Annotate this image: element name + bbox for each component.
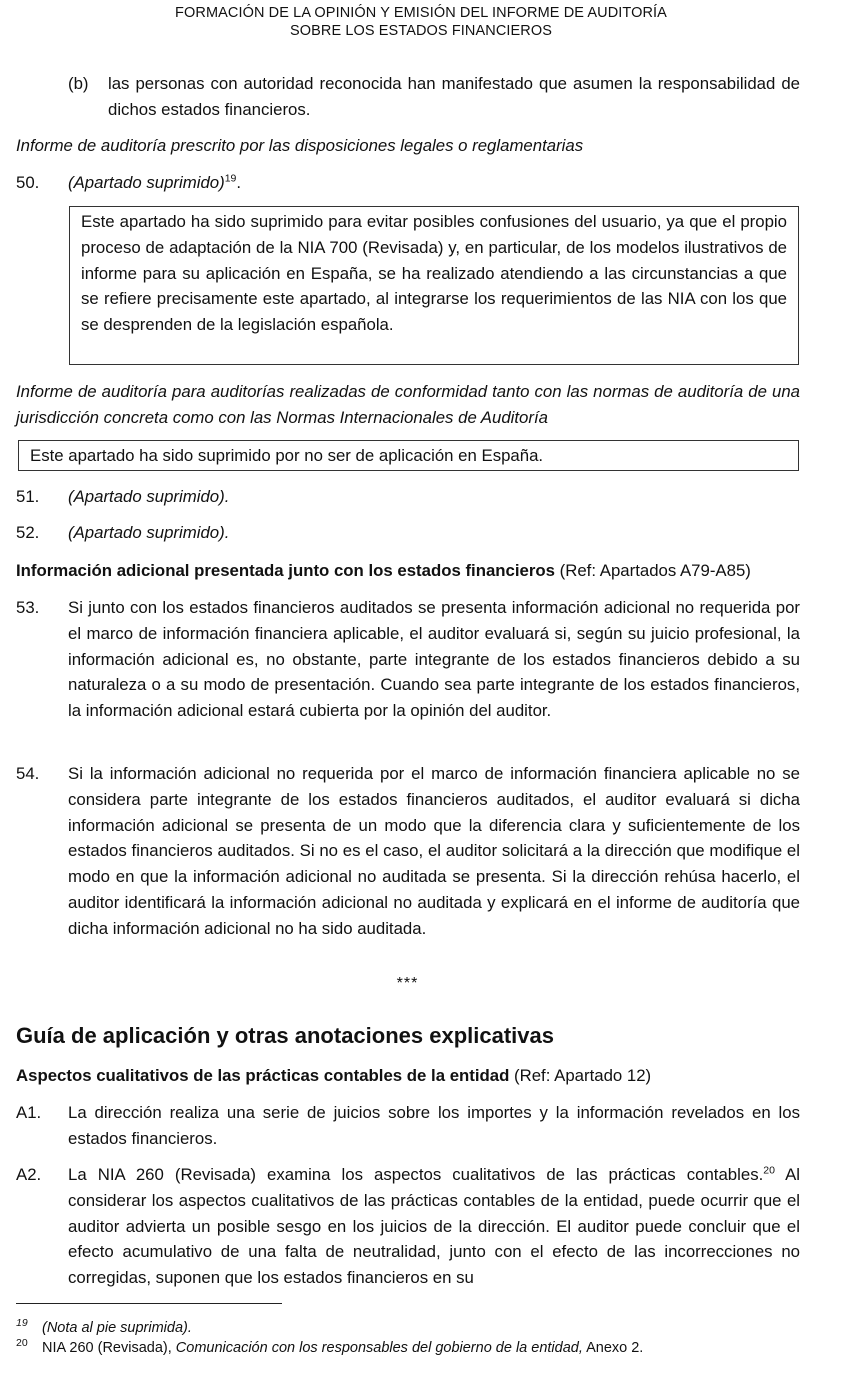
paragraph-53-number: 53.: [16, 598, 40, 617]
paragraph-a2-text-before: La NIA 260 (Revisada) examina los aspectos cualitativos de las prácticas contables.: [68, 1165, 764, 1184]
item-b-label: (b): [68, 74, 89, 93]
footnote-20-title: Comunicación con los responsables del gobierno de la entidad,: [175, 1340, 583, 1356]
paragraph-50-text: (Apartado suprimido): [68, 173, 225, 192]
header-line-1: FORMACIÓN DE LA OPINIÓN Y EMISIÓN DEL INFORME DE AUDITORÍA: [175, 5, 667, 21]
paragraph-50: [68, 170, 668, 196]
footnote-20-text-after: Anexo 2.: [582, 1340, 644, 1356]
paragraph-54-text: Si la información adicional no requerida por el marco de información financiera aplicable no se considera parte integrante de los estados financieros auditados, el auditor evaluará si dicha información adicional se presenta de un modo que la diferencia clara y suficientemente de los estados financieros auditados. Si no es el caso, el auditor solicitará a la dirección que modifique el modo en que la información adicional no auditada se presenta. Si la dirección rehúsa hacerlo, el auditor identificará la información adicional no auditada y explicará en el informe de auditoría que dicha información adicional no ha sido auditada.: [68, 764, 800, 938]
heading-aspectos-ref[interactable]: (Ref: Apartado 12): [509, 1066, 652, 1085]
footnote-divider: [16, 1303, 282, 1304]
paragraph-53-text: Si junto con los estados financieros auditados se presenta información adicional no requerida por el marco de información financiera aplicable, el auditor evaluará si, según su juicio profesional, la información adicional es, no obstante, parte integrante de los estados financieros debido a su naturaleza o a su modo de presentación. Cuando sea parte integrante de los estados financieros, la información adicional estará cubierta por la opinión del auditor.: [68, 598, 800, 721]
item-b-text: las personas con autoridad reconocida han manifestado que asumen la responsabilidad de dichos estados financieros.: [108, 74, 800, 119]
footnote-20: 20 NIA 260 (Revisada), Comunicación con los responsables del gobierno de la entidad, Anexo 2.: [16, 1337, 644, 1356]
header-line-2: SOBRE LOS ESTADOS FINANCIEROS: [289, 23, 553, 39]
paragraph-a2-number: A2.: [16, 1165, 42, 1184]
paragraph-a2-text-after: Al considerar los aspectos cualitativos de las prácticas contables de la entidad, puede ocurrir que el auditor advierta un posible sesgo en los juicios de la dirección. El auditor puede concluir que el efecto acumulativo de una falta de neutralidad, junto con el efecto de las incorrecciones no corregidas, suponen que los estados financieros en su: [68, 1165, 800, 1288]
heading-informe-prescrito: Informe de auditoría prescrito por las disposiciones legales o reglamentarias: [16, 136, 584, 155]
not-applicable-box: [18, 440, 799, 471]
footnote-19: 19 (Nota al pie suprimida).: [16, 1317, 192, 1336]
heading-jurisdiccion: Informe de auditoría para auditorías realizadas de conformidad tanto con las normas de auditoría de una jurisdicción concreta como con las Normas Internacionales de Auditoría: [16, 382, 800, 427]
footnote-20-text-before: NIA 260 (Revisada),: [42, 1340, 176, 1356]
paragraph-50-number: 50.: [16, 173, 40, 192]
paragraph-a1-number: A1.: [16, 1103, 42, 1122]
heading-aspectos: [16, 1063, 816, 1089]
heading-info-adicional-ref[interactable]: (Ref: Apartados A79-A85): [554, 561, 751, 580]
footnote-ref-19[interactable]: 19: [224, 172, 237, 185]
paragraph-50-end: .: [236, 173, 242, 192]
paragraph-52-text: (Apartado suprimido).: [68, 523, 230, 542]
heading-aspectos-title: Aspectos cualitativos de las prácticas contables de la entidad: [16, 1066, 510, 1085]
page-header: [0, 4, 842, 40]
suppressed-note-text: Este apartado ha sido suprimido para evitar posibles confusiones del usuario, ya que el propio proceso de adaptación de la NIA 700 (Revisada) y, en particular, de los modelos ilustrativos de informe para su aplicación en España, se ha realizado atendiendo a las circunstancias a que se refiere precisamente este apartado, al integrarse los requerimientos de las NIA con los que se desprenden de la legislación española.: [81, 212, 787, 335]
heading-info-adicional: [16, 558, 816, 584]
heading-info-adicional-title: Información adicional presentada junto con los estados financieros: [16, 561, 555, 580]
paragraph-54-number: 54.: [16, 764, 40, 783]
paragraph-51-number: 51.: [16, 487, 40, 506]
paragraph-a2: [68, 1162, 800, 1291]
paragraph-52-number: 52.: [16, 523, 40, 542]
paragraph-a1-text: La dirección realiza una serie de juicios sobre los importes y la información revelados en los estados financieros.: [68, 1103, 800, 1148]
footnote-19-text: (Nota al pie suprimida).: [42, 1320, 192, 1336]
paragraph-51-text: (Apartado suprimido).: [68, 487, 230, 506]
guide-title: Guía de aplicación y otras anotaciones explicativas: [16, 1023, 554, 1048]
footnote-ref-20[interactable]: 20: [763, 1164, 775, 1177]
not-applicable-text: Este apartado ha sido suprimido por no ser de aplicación en España.: [30, 446, 544, 465]
section-separator: ***: [396, 975, 419, 992]
suppressed-note-box: [69, 206, 799, 365]
